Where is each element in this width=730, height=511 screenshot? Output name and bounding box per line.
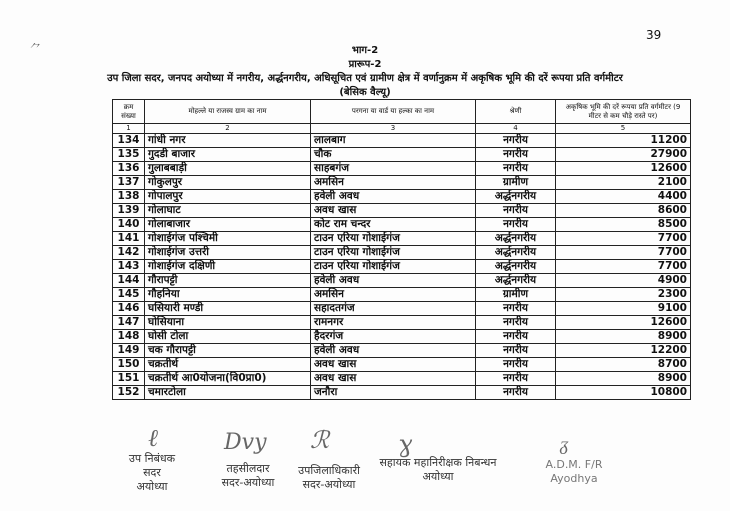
serial-number-cell: 136 [113, 162, 145, 176]
locality-name-cell: घोसियाना [145, 316, 311, 330]
aig-block [368, 456, 508, 484]
category-cell: नगरीय [476, 302, 556, 316]
serial-number-cell: 146 [113, 302, 145, 316]
rate-cell: 7700 [556, 246, 691, 260]
locality-name-cell: चक्रतीर्थ आ0योजना(वि0प्रा0) [145, 372, 311, 386]
ward-name-cell: साहबगंज [311, 162, 476, 176]
rate-cell: 4900 [556, 274, 691, 288]
category-cell: नगरीय [476, 218, 556, 232]
aig-signature: ɣ [398, 430, 413, 458]
adm-signature: ᵹ [560, 434, 569, 455]
column-number: 1 [113, 124, 145, 134]
serial-number-cell: 138 [113, 190, 145, 204]
table-header-row [113, 100, 691, 124]
serial-number-cell: 134 [113, 134, 145, 148]
serial-number-cell: 142 [113, 246, 145, 260]
ward-name-cell: अवध खास [311, 372, 476, 386]
rate-cell: 10800 [556, 386, 691, 400]
rate-cell: 8700 [556, 358, 691, 372]
signatory-place: Ayodhya [550, 472, 598, 485]
serial-number-cell: 151 [113, 372, 145, 386]
form-heading: प्रारूप-2 [348, 59, 382, 70]
column-header: मोहल्ले या राजस्व ग्राम का नाम [145, 100, 311, 124]
rate-cell: 8900 [556, 372, 691, 386]
locality-name-cell: गुदडी बाजार [145, 148, 311, 162]
ward-name-cell: सहादतगंज [311, 302, 476, 316]
table-row [113, 246, 691, 260]
ward-name-cell: जनौरा [311, 386, 476, 400]
ward-name-cell: हवेली अवध [311, 274, 476, 288]
category-cell: नगरीय [476, 204, 556, 218]
locality-name-cell: घोसी टोला [145, 330, 311, 344]
signatory-title: उप निबंधक [128, 452, 176, 465]
table-row [113, 176, 691, 190]
category-cell: ग्रामीण [476, 288, 556, 302]
category-cell: नगरीय [476, 134, 556, 148]
serial-number-cell: 150 [113, 358, 145, 372]
rate-table [112, 99, 691, 400]
signatory-title: उपजिलाधिकारी [298, 464, 360, 477]
column-header: परगना या वार्ड या हल्का का नाम [311, 100, 476, 124]
ward-name-cell: अवध खास [311, 358, 476, 372]
rate-cell: 11200 [556, 134, 691, 148]
category-cell: अर्द्धनगरीय [476, 274, 556, 288]
table-row [113, 372, 691, 386]
ward-name-cell: अमसिन [311, 176, 476, 190]
table-row [113, 218, 691, 232]
page-number: 39 [646, 28, 662, 42]
ward-name-cell: अमसिन [311, 288, 476, 302]
ward-name-cell: हैदरगंज [311, 330, 476, 344]
signatory-title: तहसीलदार [226, 462, 270, 475]
signatory-place: अयोध्या [136, 480, 168, 493]
category-cell: नगरीय [476, 148, 556, 162]
table-row [113, 316, 691, 330]
category-cell: अर्द्धनगरीय [476, 190, 556, 204]
rate-cell: 8600 [556, 204, 691, 218]
rate-cell: 12200 [556, 344, 691, 358]
rate-cell: 8900 [556, 330, 691, 344]
margin-mark-icon: ⺈ [30, 42, 41, 55]
locality-name-cell: चक गौरापट्टी [145, 344, 311, 358]
signatory-title: A.D.M. F/R [545, 458, 603, 471]
category-cell: नगरीय [476, 386, 556, 400]
locality-name-cell: गौरापट्टी [145, 274, 311, 288]
table-row [113, 134, 691, 148]
category-cell: नगरीय [476, 162, 556, 176]
rate-cell: 4400 [556, 190, 691, 204]
table-row [113, 204, 691, 218]
category-cell: नगरीय [476, 330, 556, 344]
table-row [113, 232, 691, 246]
serial-number-cell: 135 [113, 148, 145, 162]
ward-name-cell: हवेली अवध [311, 344, 476, 358]
locality-name-cell: गौहनिया [145, 288, 311, 302]
tehsildar-signature: Dvy [224, 430, 267, 455]
column-header: क्रम संख्या [113, 100, 145, 124]
ward-name-cell: हवेली अवध [311, 190, 476, 204]
rate-cell: 7700 [556, 260, 691, 274]
category-cell: नगरीय [476, 316, 556, 330]
signatory-office: सदर-अयोध्या [302, 478, 356, 491]
serial-number-cell: 144 [113, 274, 145, 288]
locality-name-cell: चक्रतीर्थ [145, 358, 311, 372]
adm-block [534, 458, 614, 486]
serial-number-cell: 145 [113, 288, 145, 302]
table-row [113, 330, 691, 344]
document-subtitle: (बेसिक वैल्यू) [339, 87, 391, 98]
locality-name-cell: गोशाईगंज पश्चिमी [145, 232, 311, 246]
ward-name-cell: अवध खास [311, 204, 476, 218]
category-cell: अर्द्धनगरीय [476, 232, 556, 246]
column-number-row [113, 124, 691, 134]
table-row [113, 344, 691, 358]
category-cell: अर्द्धनगरीय [476, 260, 556, 274]
table-row [113, 288, 691, 302]
locality-name-cell: गोलाघाट [145, 204, 311, 218]
category-cell: नगरीय [476, 358, 556, 372]
ward-name-cell: टाउन एरिया गोशाईगंज [311, 232, 476, 246]
document-title: उप जिला सदर, जनपद अयोध्या में नगरीय, अर्द्धनगरीय, अधिसूचित एवं ग्रामीण क्षेत्र में वर्णानुक्रम में अकृषिक भूमि की दरें रूपया प्रति वर्गमीटर [107, 73, 623, 84]
ward-name-cell: कोट राम चन्दर [311, 218, 476, 232]
rate-cell: 7700 [556, 232, 691, 246]
table-row [113, 260, 691, 274]
rate-cell: 12600 [556, 316, 691, 330]
signatory-title: सहायक महानिरीक्षक निबन्धन [379, 456, 497, 469]
serial-number-cell: 141 [113, 232, 145, 246]
rate-cell: 12600 [556, 162, 691, 176]
serial-number-cell: 140 [113, 218, 145, 232]
locality-name-cell: गोशाईगंज उत्तरी [145, 246, 311, 260]
locality-name-cell: चमारटोला [145, 386, 311, 400]
rate-cell: 8500 [556, 218, 691, 232]
table-row [113, 302, 691, 316]
ward-name-cell: टाउन एरिया गोशाईगंज [311, 260, 476, 274]
column-number: 3 [311, 124, 476, 134]
locality-name-cell: गोकुलपुर [145, 176, 311, 190]
serial-number-cell: 148 [113, 330, 145, 344]
serial-number-cell: 139 [113, 204, 145, 218]
table-row [113, 148, 691, 162]
column-number: 2 [145, 124, 311, 134]
ward-name-cell: रामनगर [311, 316, 476, 330]
column-number: 4 [476, 124, 556, 134]
locality-name-cell: घसियारी मण्डी [145, 302, 311, 316]
category-cell: नगरीय [476, 344, 556, 358]
column-header: श्रेणी [476, 100, 556, 124]
sdm-signature: ℛ [310, 426, 330, 454]
table-row [113, 386, 691, 400]
column-number: 5 [556, 124, 691, 134]
rate-cell: 2100 [556, 176, 691, 190]
table-row [113, 162, 691, 176]
category-cell: ग्रामीण [476, 176, 556, 190]
table-row [113, 190, 691, 204]
serial-number-cell: 149 [113, 344, 145, 358]
serial-number-cell: 152 [113, 386, 145, 400]
signatory-office: सदर [143, 466, 161, 479]
signatory-place: अयोध्या [422, 470, 454, 483]
part-heading: भाग-2 [351, 45, 379, 56]
locality-name-cell: गांधी नगर [145, 134, 311, 148]
rate-cell: 9100 [556, 302, 691, 316]
sub-registrar-signature: ℓ [148, 424, 158, 452]
table-body [113, 134, 691, 400]
sdm-block [284, 464, 374, 492]
ward-name-cell: लालबाग [311, 134, 476, 148]
signatory-office: सदर-अयोध्या [221, 476, 275, 489]
locality-name-cell: गोपालपुर [145, 190, 311, 204]
rate-cell: 27900 [556, 148, 691, 162]
locality-name-cell: गोलाबाजार [145, 218, 311, 232]
rate-cell: 2300 [556, 288, 691, 302]
category-cell: अर्द्धनगरीय [476, 246, 556, 260]
serial-number-cell: 147 [113, 316, 145, 330]
table-row [113, 358, 691, 372]
ward-name-cell: टाउन एरिया गोशाईगंज [311, 246, 476, 260]
locality-name-cell: गोशाईगंज दक्षिणी [145, 260, 311, 274]
locality-name-cell: गुलाबबाड़ी [145, 162, 311, 176]
table-row [113, 274, 691, 288]
sub-registrar-block [112, 452, 192, 494]
serial-number-cell: 143 [113, 260, 145, 274]
ward-name-cell: चौक [311, 148, 476, 162]
category-cell: नगरीय [476, 372, 556, 386]
column-header: अकृषिक भूमि की दरें रूपया प्रति वर्गमीटर (9 मीटर से कम चौड़े रास्ते पर) [556, 100, 691, 124]
serial-number-cell: 137 [113, 176, 145, 190]
tehsildar-block [208, 462, 288, 490]
